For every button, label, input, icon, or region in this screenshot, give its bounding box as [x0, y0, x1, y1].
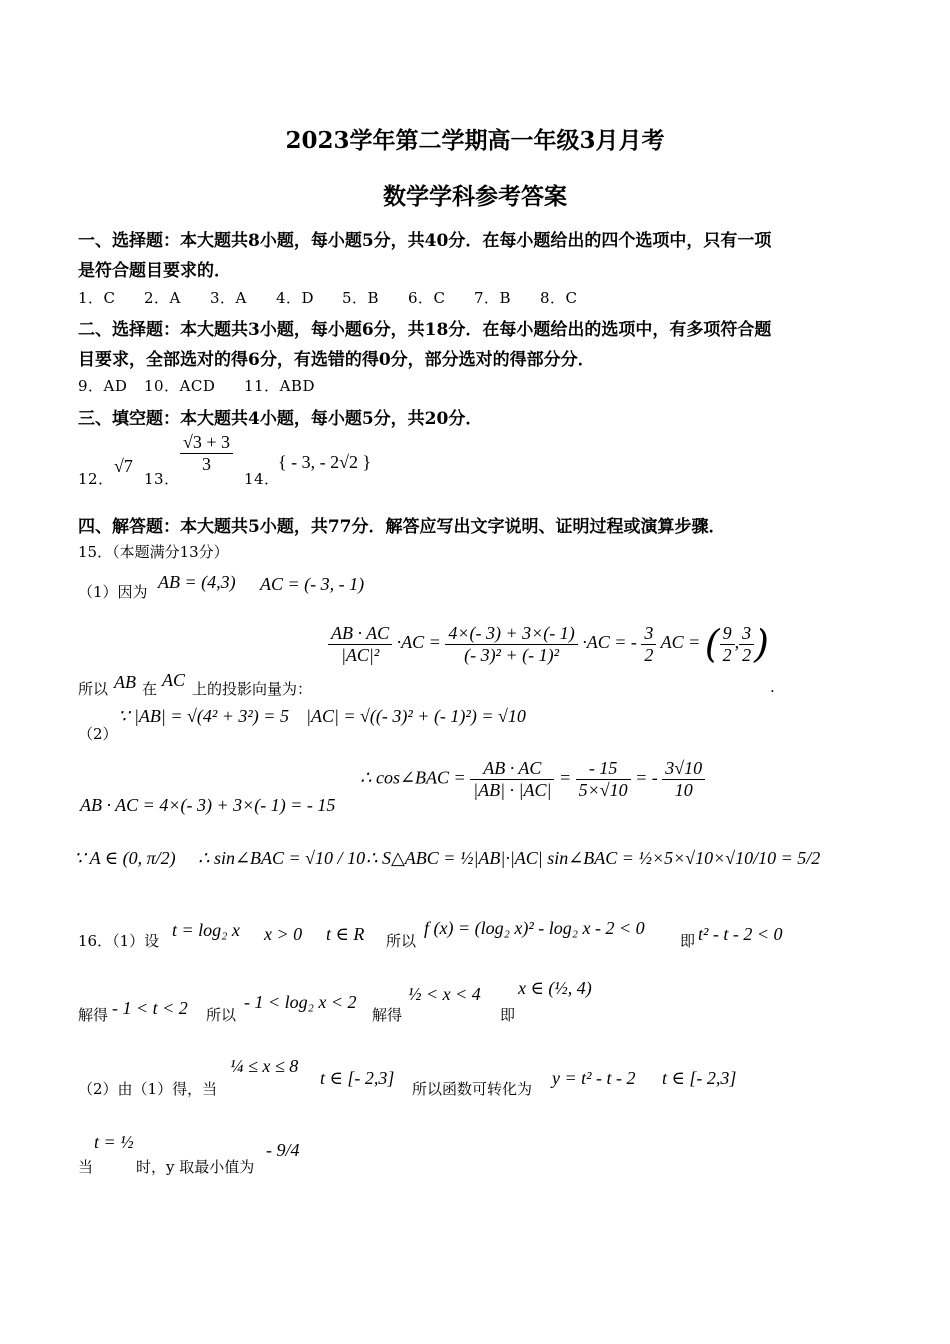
q15-magnitude-ab: ∵ |AB| = √(4² + 3²) = 5: [118, 706, 289, 726]
section3-heading: 三、填空题：本大题共4小题，每小题5分，共20分．: [78, 409, 483, 429]
q16-part2-prefix: （2）由（1）得，当: [78, 1080, 218, 1098]
q15-proj-nine: 9: [720, 623, 735, 645]
q16-solve1: 解得: [78, 1006, 109, 1024]
q15-vector-ab: AB = (4,3): [158, 572, 236, 592]
q15-part2-prefix: （2）: [78, 725, 118, 743]
section2-answers: [78, 375, 878, 396]
q15-cos-num3: 3√10: [662, 758, 705, 780]
q16-part2-function: y = t² - t - 2: [552, 1068, 636, 1088]
q15-cos-formula: ∴ cos∠BAC = $\frac{AB \cdot AC}{|AB| \cdot |AC|}$ = $\frac{- 15}{5\times√10}$ = - $\frac{3√10}{10}$: [360, 758, 705, 801]
q15-sin-value: ∴ sin∠BAC = √10 / 10: [198, 848, 366, 868]
q12-value: √7: [114, 456, 133, 476]
q13-label: 13．: [144, 470, 180, 488]
q15-proj-ab: AB: [114, 672, 136, 692]
q16-substitution: t = log₂ x: [172, 920, 240, 940]
q16-function: f (x) = (log₂ x)² - log₂ x - 2 < 0: [424, 918, 645, 938]
q15-proj-ac: AC: [162, 670, 186, 690]
q16-t-real: t ∈ R: [326, 924, 365, 944]
q15-vector-ac: AC = (- 3, - 1): [260, 574, 365, 594]
q14-value: { - 3, - 2√2 }: [278, 452, 372, 472]
q15-cos-den2: 5×√10: [578, 780, 628, 800]
q16-so2: 所以: [206, 1006, 237, 1024]
answer-10: 10．ACD: [144, 377, 216, 395]
q16-part2-t-range2: t ∈ [- 2,3]: [662, 1068, 737, 1088]
q13-denominator: 3: [202, 454, 212, 474]
q15-cos-num2: - 15: [576, 758, 631, 780]
answer-8: 8．C: [540, 289, 578, 307]
q15-angle-range: ∵ A ∈ (0, π/2): [74, 848, 176, 868]
answer-5: 5．B: [342, 289, 380, 307]
page-subtitle: 数学学科参考答案: [383, 183, 567, 210]
q15-dot-product: AB · AC = 4×(- 3) + 3×(- 1) = - 15: [80, 795, 336, 815]
q15-proj-eq2: ·AC = -: [582, 632, 637, 653]
q15-proj-num: AB · AC: [328, 623, 392, 645]
answer-3: 3．A: [210, 289, 247, 307]
q15-label: 15．（本题满分13分）: [78, 543, 229, 561]
q15-cos-num: AB · AC: [470, 758, 554, 780]
q15-proj-suffix: 上的投影向量为：: [192, 680, 313, 698]
q12-label: 12．: [78, 470, 114, 488]
page-title: 2023学年第二学期高一年级3月月考: [285, 127, 665, 154]
q16-ie2: 即: [500, 1006, 516, 1024]
q15-proj-on: 在: [142, 680, 158, 698]
q15-part1-prefix: （1）因为: [78, 583, 148, 601]
q16-part2-t-range: t ∈ [- 2,3]: [320, 1068, 395, 1088]
q16-so: 所以: [386, 932, 417, 950]
q16-log-range: - 1 < log₂ x < 2: [244, 992, 357, 1012]
q15-cos-den: |AB| · |AC|: [473, 780, 552, 800]
q16-part2-x-range: ¼ ≤ x ≤ 8: [230, 1056, 299, 1076]
section1-heading-line1: 一、选择题：本大题共8小题，每小题5分，共40分．在每小题给出的四个选项中，只有一项: [78, 231, 772, 251]
q15-proj-den: |AC|²: [340, 644, 380, 665]
q16-x-set: x ∈ (½, 4): [518, 978, 592, 998]
q15-proj-eq1: ·AC =: [396, 632, 441, 653]
q16-solve2: 解得: [372, 1006, 403, 1024]
answer-1: 1．C: [78, 289, 116, 307]
q16-part3-min: - 9/4: [266, 1140, 300, 1160]
answer-sheet-page: 2023学年第二学期高一年级3月月考 数学学科参考答案 一、选择题：本大题共8小题，每小题5分，共40分．在每小题给出的四个选项中，只有一项 是符合题目要求的． 1．C 2．A 3．A 4．D 5．B 6．C 7．B 8．C 二、选择题：本大题共3小题，每小题6分，共18分．在每小题给出的选项中，有多项符合题 目要求，全部选对的得6分，有选错的得0分，部分选对的得部分分． 9．AD 10．ACD 11．ABD 三、填空题：本大题共4小题，每小题5分，共20分． 12． √7 13． $\frac{√3 + 3}{3}$ 14． { - 3, - 2√2 } 四、解答题：本大题共5小题，共77分．解答应写出文字说明、证明过程或演算步骤． 15．（本题满分13分） （1）因为 AB = (4,3) AC = (- 3, - 1) 所以 AB 在 AC 上的投影向量为： $\frac{AB \cdot AC}{\text{|AC|²}}$ ·AC = $\frac{4\times(- 3) + 3\times(- 1)}{\text{(- 3)² + (- 1)²}}$ ·AC = - $\frac{3}{2}$ AC = ( $\frac{9}{2}$ , $\frac{3}{2}$ ) . （2） ∵ |AB| = √(4² + 3²) = 5 |AC| = √((- 3)² + (- 1)²) = √10 AB · AC = 4×(- 3) + 3×(- 1) = - 15 ∴ cos∠BAC = $\frac{AB \cdot AC}{|AB| \cdot |AC|}$ = $\frac{- 15}{5\times√10}$ = - $\frac{3√10}{10}$ ∵ A ∈ (0, π/2) ∴ sin∠BAC = √10 / 10 ∴ S△ABC = ½|AB|·|AC| sin∠BAC = ½×5×√10×√10/10 = 5/2 16．（1）设 t = log₂ x x > 0 t ∈ R 所以 f (x) = (log₂ x)² - log₂ x - 2 < 0 即 t² - t - 2 < 0 解得 - 1 < t < 2 所以 - 1 < log₂ x < 2 解得 ½ < x < 4 即 x ∈ (½, 4) （2）由（1）得，当 ¼ ≤ x ≤ 8 t ∈ [- 2,3] 所以函数可转化为 y = t² - t - 2 t ∈ [- 2,3] 当 t = ½ 时，y 取最小值为 - 9/4: [0, 0, 950, 1344]
q14-label: 14．: [244, 470, 280, 488]
q15-area: ∴ S△ABC = ½|AB|·|AC| sin∠BAC = ½×5×√10×√10/10 = 5/2: [366, 848, 821, 868]
section2-heading-line1: 二、选择题：本大题共3小题，每小题6分，共18分．在每小题给出的选项中，有多项符合题: [78, 320, 772, 340]
q15-proj-two: 2: [644, 644, 654, 665]
q16-x-positive: x > 0: [264, 924, 303, 944]
q15-proj-three: 3: [641, 623, 656, 645]
section1-heading-line2: 是符合题目要求的．: [78, 261, 231, 281]
answer-4: 4．D: [276, 289, 315, 307]
q16-ie: 即: [680, 932, 696, 950]
q15-proj-num2: 4×(- 3) + 3×(- 1): [445, 623, 577, 645]
answer-2: 2．A: [144, 289, 181, 307]
q15-proj-prefix: 所以: [78, 680, 109, 698]
answer-6: 6．C: [408, 289, 446, 307]
q16-part2-func-text: 所以函数可转化为: [412, 1080, 533, 1098]
q15-projection-formula: $\frac{AB \cdot AC}{\text{|AC|²}}$ ·AC = $\frac{4\times(- 3) + 3\times(- 1)}{\text{(- 3)² + (- 1)²}}$ ·AC = - $\frac{3}{2}$ AC = ( $\frac{9}{2}$ , $\frac{3}{2}$ ): [328, 622, 769, 666]
section1-answers: [78, 287, 878, 308]
answer-7: 7．B: [474, 289, 512, 307]
q16-part1-prefix: 16．（1）设: [78, 932, 160, 950]
q15-magnitude-ac: |AC| = √((- 3)² + (- 1)²) = √10: [306, 706, 526, 726]
q15-proj-three2: 3: [739, 623, 754, 645]
section4-heading: 四、解答题：本大题共5小题，共77分．解答应写出文字说明、证明过程或演算步骤．: [78, 517, 726, 537]
q16-t-range: - 1 < t < 2: [112, 998, 188, 1018]
section2-heading-line2: 目要求，全部选对的得6分，有选错的得0分，部分选对的得部分分．: [78, 350, 595, 370]
answer-9: 9．AD: [78, 377, 128, 395]
q15-proj-eq3: AC =: [660, 632, 701, 653]
q16-quadratic-ineq: t² - t - 2 < 0: [698, 924, 783, 944]
q15-cos-den3: 10: [674, 780, 693, 800]
q15-cos-lhs: ∴ cos∠BAC =: [360, 767, 466, 788]
q15-proj-den2: (- 3)² + (- 1)²: [464, 644, 559, 665]
q13-fraction: [180, 432, 233, 475]
q16-part3-text: 时，y 取最小值为: [136, 1158, 255, 1176]
q16-part3-when: 当: [78, 1158, 94, 1176]
q16-x-range: ½ < x < 4: [408, 984, 481, 1004]
q16-part3-t: t = ½: [94, 1132, 134, 1152]
answer-11: 11．ABD: [244, 377, 315, 395]
q13-numerator: √3 + 3: [180, 432, 233, 454]
